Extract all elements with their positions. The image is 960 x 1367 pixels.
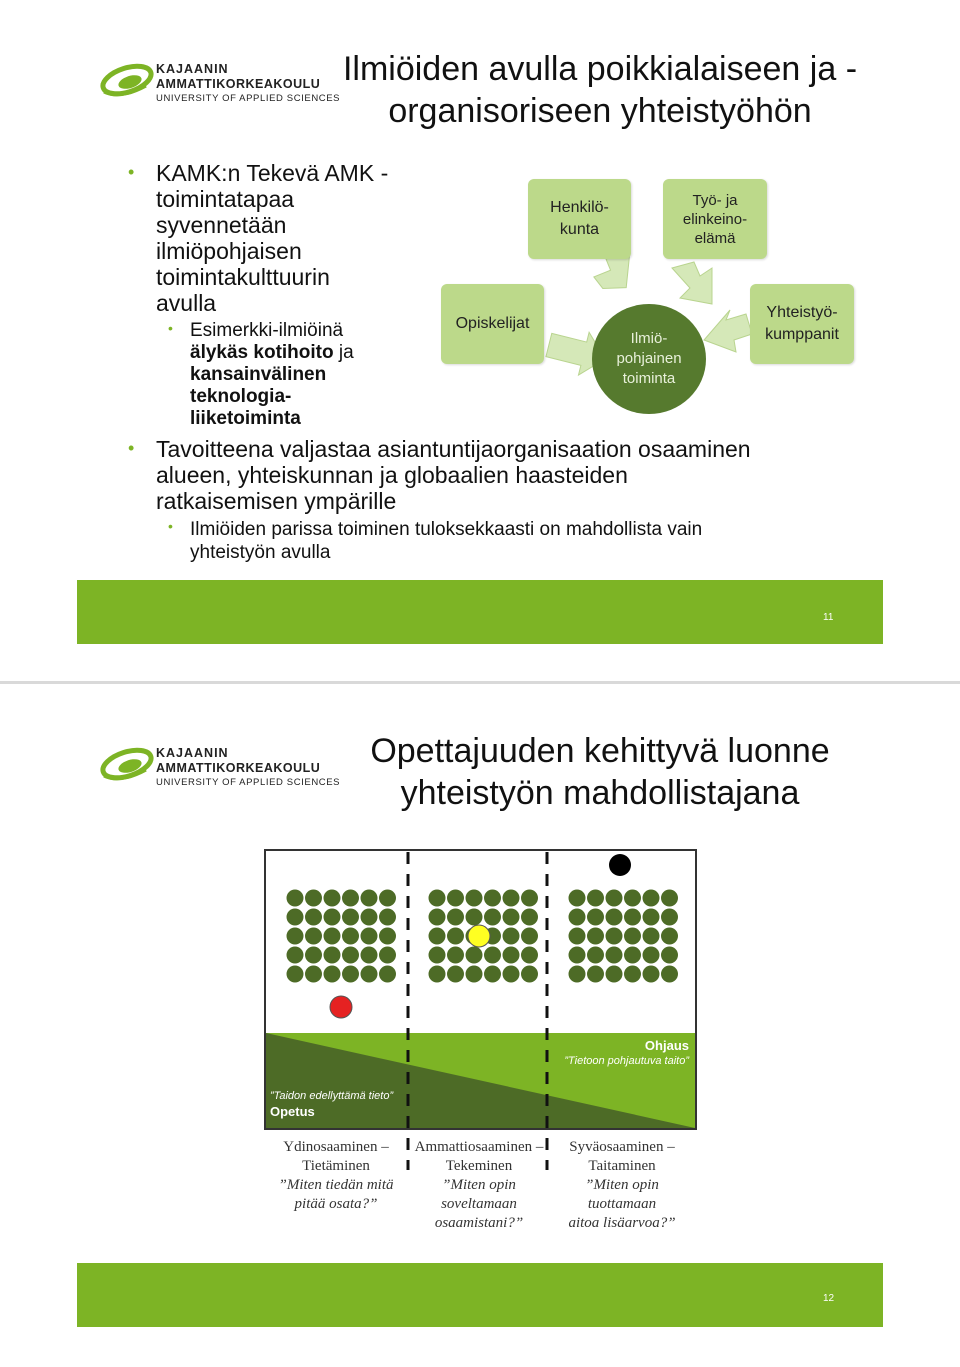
title-line-2: organisoriseen yhteistyöhön xyxy=(388,92,812,130)
opetus-subtitle: ”Taidon edellyttämä tieto” xyxy=(270,1090,394,1102)
column-label-2 xyxy=(408,1138,550,1233)
col2-line-5: osaamistani?” xyxy=(434,1215,524,1231)
col3-line-5: aitoa lisäarvoa?” xyxy=(568,1215,676,1231)
col3-line-2: Taitaminen xyxy=(588,1158,656,1174)
bullet-1-line-6: avulla xyxy=(156,290,217,316)
sub-bullet-1-bold: älykäs kotihoito xyxy=(190,342,334,363)
sub-bullet-1-line-1: Esimerkki-ilmiöinä xyxy=(190,320,344,341)
logo-line-3: UNIVERSITY OF APPLIED SCIENCES xyxy=(156,93,341,104)
bullet-dot: • xyxy=(128,162,135,182)
col1-line-1: Ydinosaaminen – xyxy=(283,1139,389,1155)
bullet-dot: • xyxy=(128,438,135,458)
tyo-line-1: Työ- ja xyxy=(692,191,738,209)
bullet-2-line-2: alueen, yhteiskunnan ja globaalien haasteiden xyxy=(156,462,628,488)
col3-line-4: tuottamaan xyxy=(587,1196,657,1212)
column-label-1 xyxy=(268,1138,404,1214)
center-line-2: pohjainen xyxy=(616,350,682,367)
sub-bullet-1-ja: ja xyxy=(333,342,354,363)
sub-bullet-dot: • xyxy=(168,518,173,534)
bullet-2-line-3: ratkaisemisen ympärille xyxy=(156,488,397,514)
col2-line-2: Tekeminen xyxy=(445,1158,513,1174)
title-line-1: Opettajuuden kehittyvä luonne xyxy=(370,732,830,770)
sub-bullet-1-bold-line-3: liiketoiminta xyxy=(190,408,301,429)
sub-bullet-1-bold-line-2: teknologia- xyxy=(190,386,292,407)
sub-bullet-2-line-1: Ilmiöiden parissa toiminen tuloksekkaasti on mahdollista vain xyxy=(190,519,703,540)
page-number: 12 xyxy=(823,1293,835,1304)
bullet-1-line-5: toimintakulttuurin xyxy=(156,264,330,290)
logo-line-2: AMMATTIKORKEAKOULU xyxy=(156,77,321,91)
logo-line-1: KAJAANIN xyxy=(156,746,229,760)
opetus-title: Opetus xyxy=(270,1104,315,1119)
sub-bullet-1-bold-line-1: kansainvälinen xyxy=(190,364,327,385)
logo-line-3: UNIVERSITY OF APPLIED SCIENCES xyxy=(156,777,341,788)
bullet-1-line-2: toimintatapaa xyxy=(156,186,295,212)
yhteistyo-line-1: Yhteistyö- xyxy=(766,304,838,321)
col1-line-3: ”Miten tiedän mitä xyxy=(278,1177,394,1193)
tyo-line-2: elinkeino- xyxy=(682,210,748,228)
yhteistyo-line-2: kumppanit xyxy=(765,326,839,343)
col3-line-1: Syväosaaminen – xyxy=(569,1139,675,1155)
center-line-3: toiminta xyxy=(622,370,676,387)
sub-bullet-dot: • xyxy=(168,320,173,336)
bullet-1-line-3: syvennetään xyxy=(156,212,287,238)
col1-line-4: pitää osata?” xyxy=(294,1196,378,1212)
title-line-2: yhteistyön mahdollistajana xyxy=(400,774,800,812)
sub-bullet-2-line-2: yhteistyön avulla xyxy=(190,542,331,563)
footer-bar xyxy=(77,1263,883,1327)
logo-line-1: KAJAANIN xyxy=(156,62,229,76)
logo-line-2: AMMATTIKORKEAKOULU xyxy=(156,761,321,775)
bullet-1-line-4: ilmiöpohjaisen xyxy=(156,238,302,264)
center-line-1: Ilmiö- xyxy=(630,330,668,347)
ohjaus-title: Ohjaus xyxy=(644,1038,689,1053)
bullet-2-line-1: Tavoitteena valjastaa asiantuntijaorganisaation osaaminen xyxy=(156,436,751,462)
henkilokunta-line-2: kunta xyxy=(559,221,600,238)
title-line-1: Ilmiöiden avulla poikkialaiseen ja - xyxy=(342,50,858,88)
col2-line-1: Ammattiosaaminen – xyxy=(414,1139,544,1155)
tyo-line-3: elämä xyxy=(694,229,736,247)
page-number: 11 xyxy=(823,612,834,623)
opiskelijat-label: Opiskelijat xyxy=(455,315,530,332)
col2-line-4: soveltamaan xyxy=(441,1196,517,1212)
henkilokunta-line-1: Henkilö- xyxy=(550,199,609,216)
col2-line-3: ”Miten opin xyxy=(442,1177,516,1193)
col3-line-3: ”Miten opin xyxy=(585,1177,659,1193)
col1-line-2: Tietäminen xyxy=(302,1158,370,1174)
bullet-1-line-1: KAMK:n Tekevä AMK - xyxy=(156,160,389,186)
ohjaus-subtitle: ”Tietoon pohjautuva taito” xyxy=(564,1055,689,1067)
column-label-3 xyxy=(552,1138,692,1233)
